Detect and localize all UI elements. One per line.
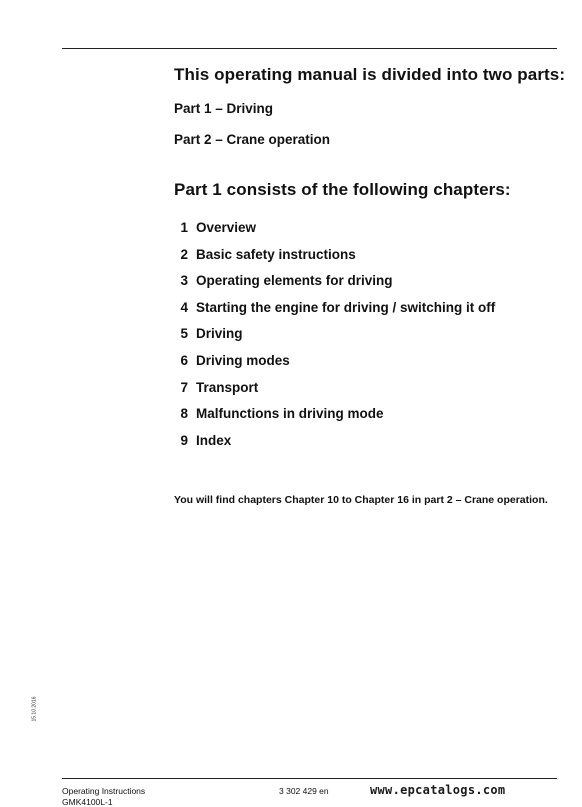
chapter-item[interactable] [168, 406, 495, 433]
chapter-title: Operating elements for driving [196, 273, 393, 289]
chapter-title: Index [196, 432, 232, 448]
chapter-title: Overview [196, 220, 257, 235]
chapter-title: Basic safety instructions [196, 246, 356, 262]
chapter-list [168, 220, 495, 459]
chapter-item[interactable] [168, 300, 495, 327]
footer-doc-number: 3 302 429 en [279, 786, 329, 796]
chapter-number: 4 [180, 299, 188, 315]
chapter-item[interactable] [168, 433, 495, 460]
chapter-title: Starting the engine for driving / switching it off [196, 299, 496, 315]
footer-website-link[interactable]: www.epcatalogs.com [370, 783, 506, 797]
chapter-item[interactable] [168, 220, 495, 247]
chapter-number: 6 [180, 352, 188, 368]
chapter-number: 3 [180, 273, 188, 289]
chapter-number: 1 [180, 220, 188, 235]
chapter-number: 9 [180, 432, 188, 448]
chapter-title: Driving modes [196, 352, 290, 368]
intro-heading: This operating manual is divided into two parts: [174, 65, 566, 84]
header-rule [62, 48, 557, 49]
footer-model: GMK4100L-1 [62, 796, 113, 807]
chapter-title: Transport [196, 379, 259, 395]
chapter-title: Driving [196, 326, 243, 342]
footer-rule [62, 778, 557, 779]
chapter-number: 5 [180, 326, 188, 342]
part-2-note: You will find chapters Chapter 10 to Chapter 16 in part 2 – Crane operation. [174, 494, 548, 506]
footer-doc-type: Operating Instructions [62, 786, 146, 796]
chapters-heading: Part 1 consists of the following chapters: [174, 180, 511, 199]
part-2-label: Part 2 – Crane operation [174, 132, 331, 147]
part-1-label: Part 1 – Driving [174, 101, 274, 116]
chapter-item[interactable] [168, 353, 495, 380]
footer-left [62, 786, 145, 807]
chapter-item[interactable] [168, 273, 495, 300]
chapter-title: Malfunctions in driving mode [196, 406, 384, 422]
chapter-number: 7 [180, 379, 188, 395]
chapter-item[interactable] [168, 247, 495, 274]
side-date-stamp: 15.10.2016 [31, 696, 38, 722]
chapter-number: 2 [180, 246, 188, 262]
chapter-item[interactable] [168, 380, 495, 407]
chapter-number: 8 [180, 406, 188, 422]
chapter-item[interactable] [168, 326, 495, 353]
